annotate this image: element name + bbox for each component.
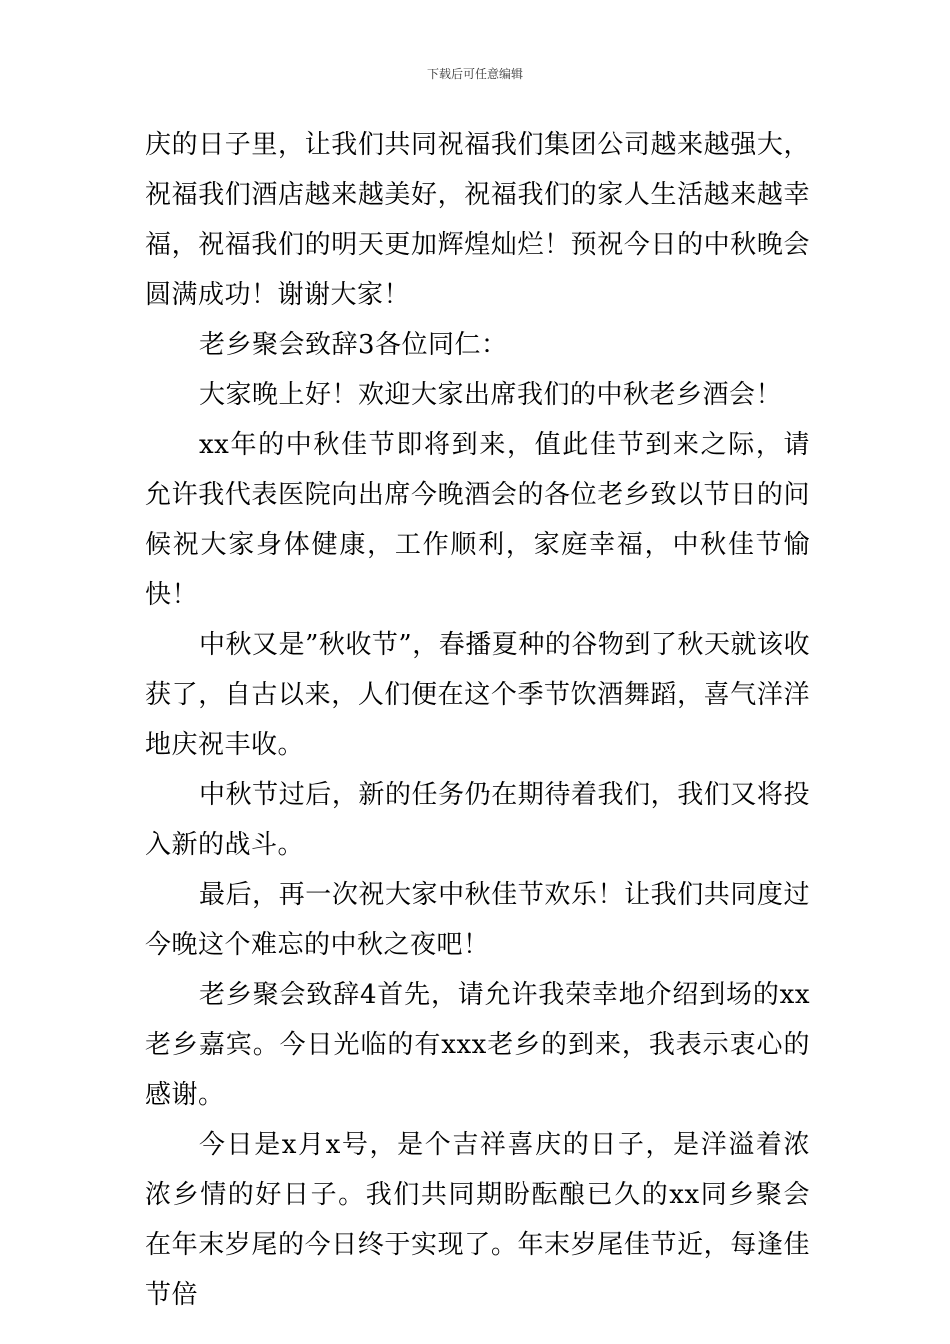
paragraph-8: 老乡聚会致辞4首先，请允许我荣幸地介绍到场的xx老乡嘉宾。今日光临的有xxx老乡的到来，我表示衷心的感谢。: [145, 980, 810, 1110]
paragraph-9: 今日是x月x号，是个吉祥喜庆的日子，是洋溢着浓浓乡情的好日子。我们共同期盼酝酿已久的xx同乡聚会在年末岁尾的今日终于实现了。年末岁尾佳节近，每逢佳节倍: [145, 1130, 810, 1310]
paragraph-5: 中秋又是”秋收节”，春播夏种的谷物到了秋天就该收获了，自古以来，人们便在这个季节饮酒舞蹈，喜气洋洋地庆祝丰收。: [145, 630, 810, 760]
paragraph-6: 中秋节过后，新的任务仍在期待着我们，我们又将投入新的战斗。: [145, 780, 810, 860]
paragraph-1: 庆的日子里，让我们共同祝福我们集团公司越来越强大，祝福我们酒店越来越美好，祝福我们的家人生活越来越幸福，祝福我们的明天更加辉煌灿烂！预祝今日的中秋晚会圆满成功！谢谢大家！: [145, 130, 810, 310]
document-body: [145, 120, 810, 1320]
paragraph-2: 老乡聚会致辞3各位同仁：: [199, 330, 508, 360]
paragraph-7: 最后，再一次祝大家中秋佳节欢乐！让我们共同度过今晚这个难忘的中秋之夜吧！: [145, 880, 810, 960]
page-header-note: 下载后可任意编辑: [426, 67, 523, 81]
paragraph-3: 大家晚上好！欢迎大家出席我们的中秋老乡酒会！: [199, 380, 783, 410]
paragraph-4: xx年的中秋佳节即将到来，值此佳节到来之际，请允许我代表医院向出席今晚酒会的各位老乡致以节日的问候祝大家身体健康，工作顺利，家庭幸福，中秋佳节愉快！: [145, 430, 810, 610]
